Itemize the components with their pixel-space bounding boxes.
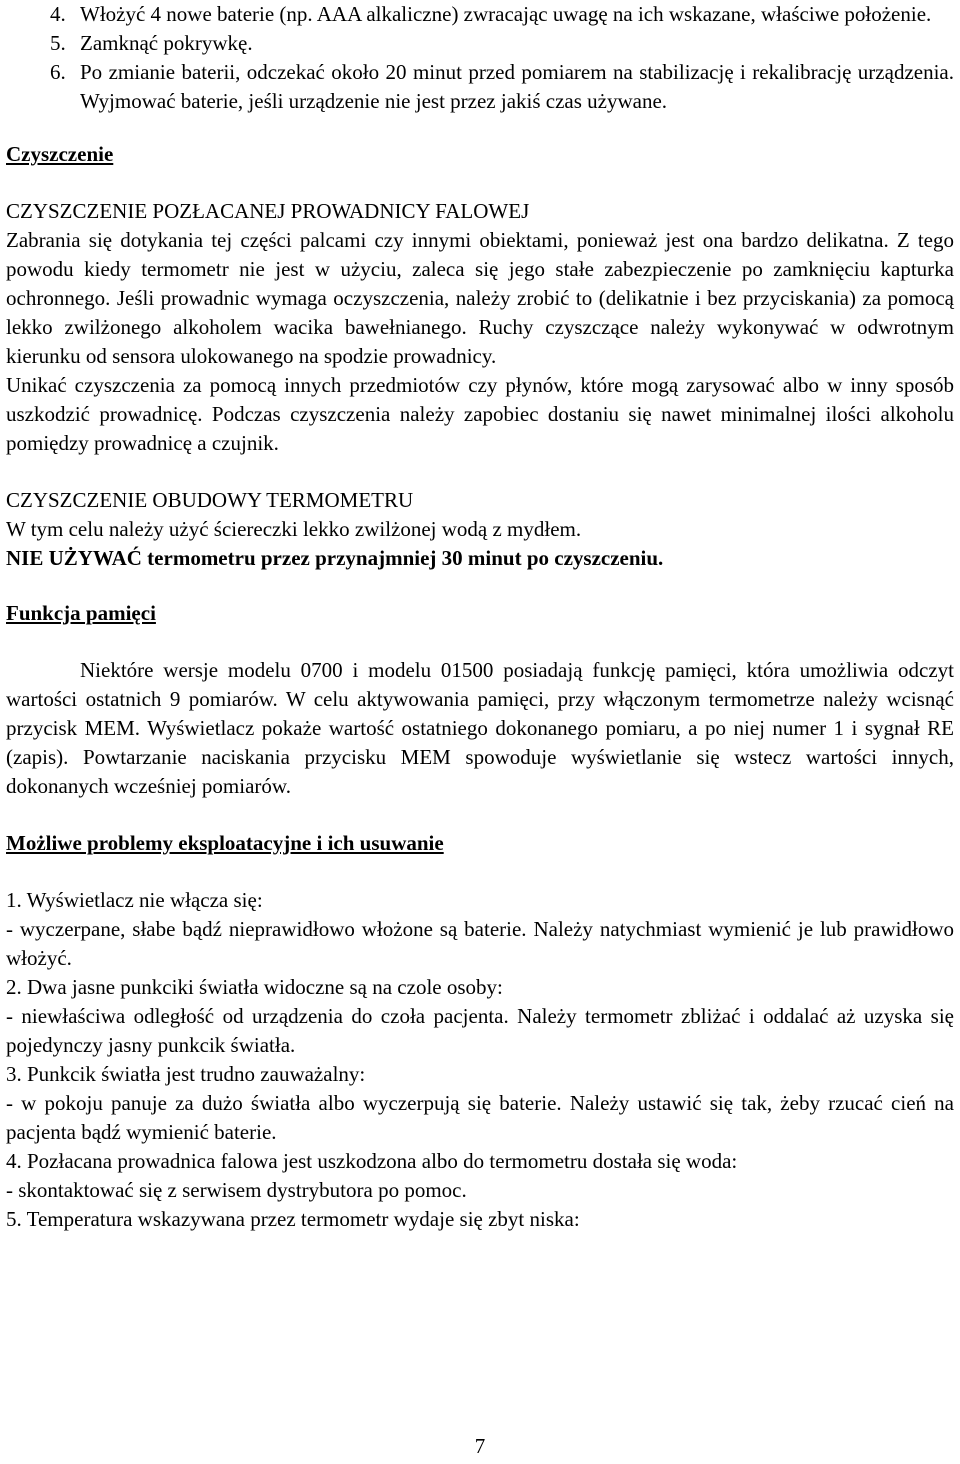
probe-cleaning-title: CZYSZCZENIE POZŁACANEJ PROWADNICY FALOWEJ: [6, 199, 530, 223]
memory-paragraph: Niektóre wersje modelu 0700 i modelu 01500 posiadają funkcję pamięci, która umożliwia odczyt wartości ostatnich 9 pomiarów. W celu aktywowania pamięci, przy włączonym termometrze należy wcisnąć przycisk MEM. Wyświetlacz pokaże wartość ostatniego dokonanego pomiaru, a po niej numer 1 i sygnał RE (zapis). Powtarzanie naciskania przycisku MEM spowoduje wyświetlanie się wstecz wartości innych, dokonanych wcześniej pomiarów.: [6, 658, 954, 798]
troubleshooting-list: [6, 886, 954, 1234]
troubleshooting-line: - niewłaściwa odległość od urządzenia do czoła pacjenta. Należy termometr zbliżać i oddalać aż uzyska się pojedynczy jasny punkcik światła.: [6, 1004, 954, 1057]
probe-cleaning-paragraph: Unikać czyszczenia za pomocą innych przedmiotów czy płynów, które mogą zarysować albo w inny sposób uszkodzić prowadnicę. Podczas czyszczenia należy zapobiec dostaniu się nawet minimalnej ilości alkoholu pomiędzy prowadnicę a czujnik.: [6, 373, 954, 455]
troubleshooting-line: 3. Punkcik światła jest trudno zauważalny:: [6, 1062, 366, 1086]
memory-heading: Funkcja pamięci: [6, 601, 156, 625]
troubleshooting-line: 5. Temperatura wskazywana przez termometr wydaje się zbyt niska:: [6, 1207, 580, 1231]
housing-cleaning-text: W tym celu należy użyć ściereczki lekko zwilżonej wodą z mydłem.: [6, 517, 582, 541]
list-item: [6, 0, 954, 29]
list-text: Po zmianie baterii, odczekać około 20 minut przed pomiarem na stabilizację i rekalibrację urządzenia. Wyjmować baterie, jeśli urządzenie nie jest przez jakiś czas używane.: [80, 60, 954, 113]
troubleshooting-heading: Możliwe problemy eksploatacyjne i ich usuwanie: [6, 831, 444, 855]
list-text: Zamknąć pokrywkę.: [80, 31, 253, 55]
troubleshooting-line: - wyczerpane, słabe bądź nieprawidłowo włożone są baterie. Należy natychmiast wymienić je lub prawidłowo włożyć.: [6, 917, 954, 970]
troubleshooting-line: - w pokoju panuje za dużo światła albo wyczerpują się baterie. Należy ustawić się tak, żeby rzucać cień na pacjenta bądź wymienić baterie.: [6, 1091, 954, 1144]
document-page: [6, 0, 954, 1458]
list-number: 5.: [50, 31, 66, 55]
list-item: [6, 58, 954, 116]
cleaning-heading: Czyszczenie: [6, 142, 114, 166]
list-number: 6.: [50, 60, 66, 84]
page-number: 7: [474, 1434, 486, 1458]
list-text: Włożyć 4 nowe baterie (np. AAA alkaliczne) zwracając uwagę na ich wskazane, właściwe położenie.: [80, 2, 932, 26]
troubleshooting-line: 2. Dwa jasne punkciki światła widoczne są na czole osoby:: [6, 975, 503, 999]
numbered-list: [6, 0, 954, 116]
troubleshooting-line: - skontaktować się z serwisem dystrybutora po pomoc.: [6, 1178, 467, 1202]
list-number: 4.: [50, 2, 66, 26]
troubleshooting-line: 1. Wyświetlacz nie włącza się:: [6, 888, 263, 912]
cleaning-warning: NIE UŻYWAĆ termometru przez przynajmniej 30 minut po czyszczeniu.: [6, 546, 664, 570]
troubleshooting-line: 4. Pozłacana prowadnica falowa jest uszkodzona albo do termometru dostała się woda:: [6, 1149, 738, 1173]
list-item: [6, 29, 954, 58]
probe-cleaning-paragraph: Zabrania się dotykania tej części palcami czy innymi obiektami, ponieważ jest ona bardzo delikatna. Z tego powodu kiedy termometr nie jest w użyciu, zaleca się jego stałe zabezpieczenie po zamknięciu kapturka ochronnego. Jeśli prowadnic wymaga oczyszczenia, należy zrobić to (delikatnie i bez przyciskania) za pomocą lekko zwilżonego alkoholem wacika bawełnianego. Ruchy czyszczące należy wykonywać w odwrotnym kierunku od sensora ulokowanego na spodzie prowadnicy.: [6, 228, 954, 368]
housing-cleaning-title: CZYSZCZENIE OBUDOWY TERMOMETRU: [6, 488, 414, 512]
